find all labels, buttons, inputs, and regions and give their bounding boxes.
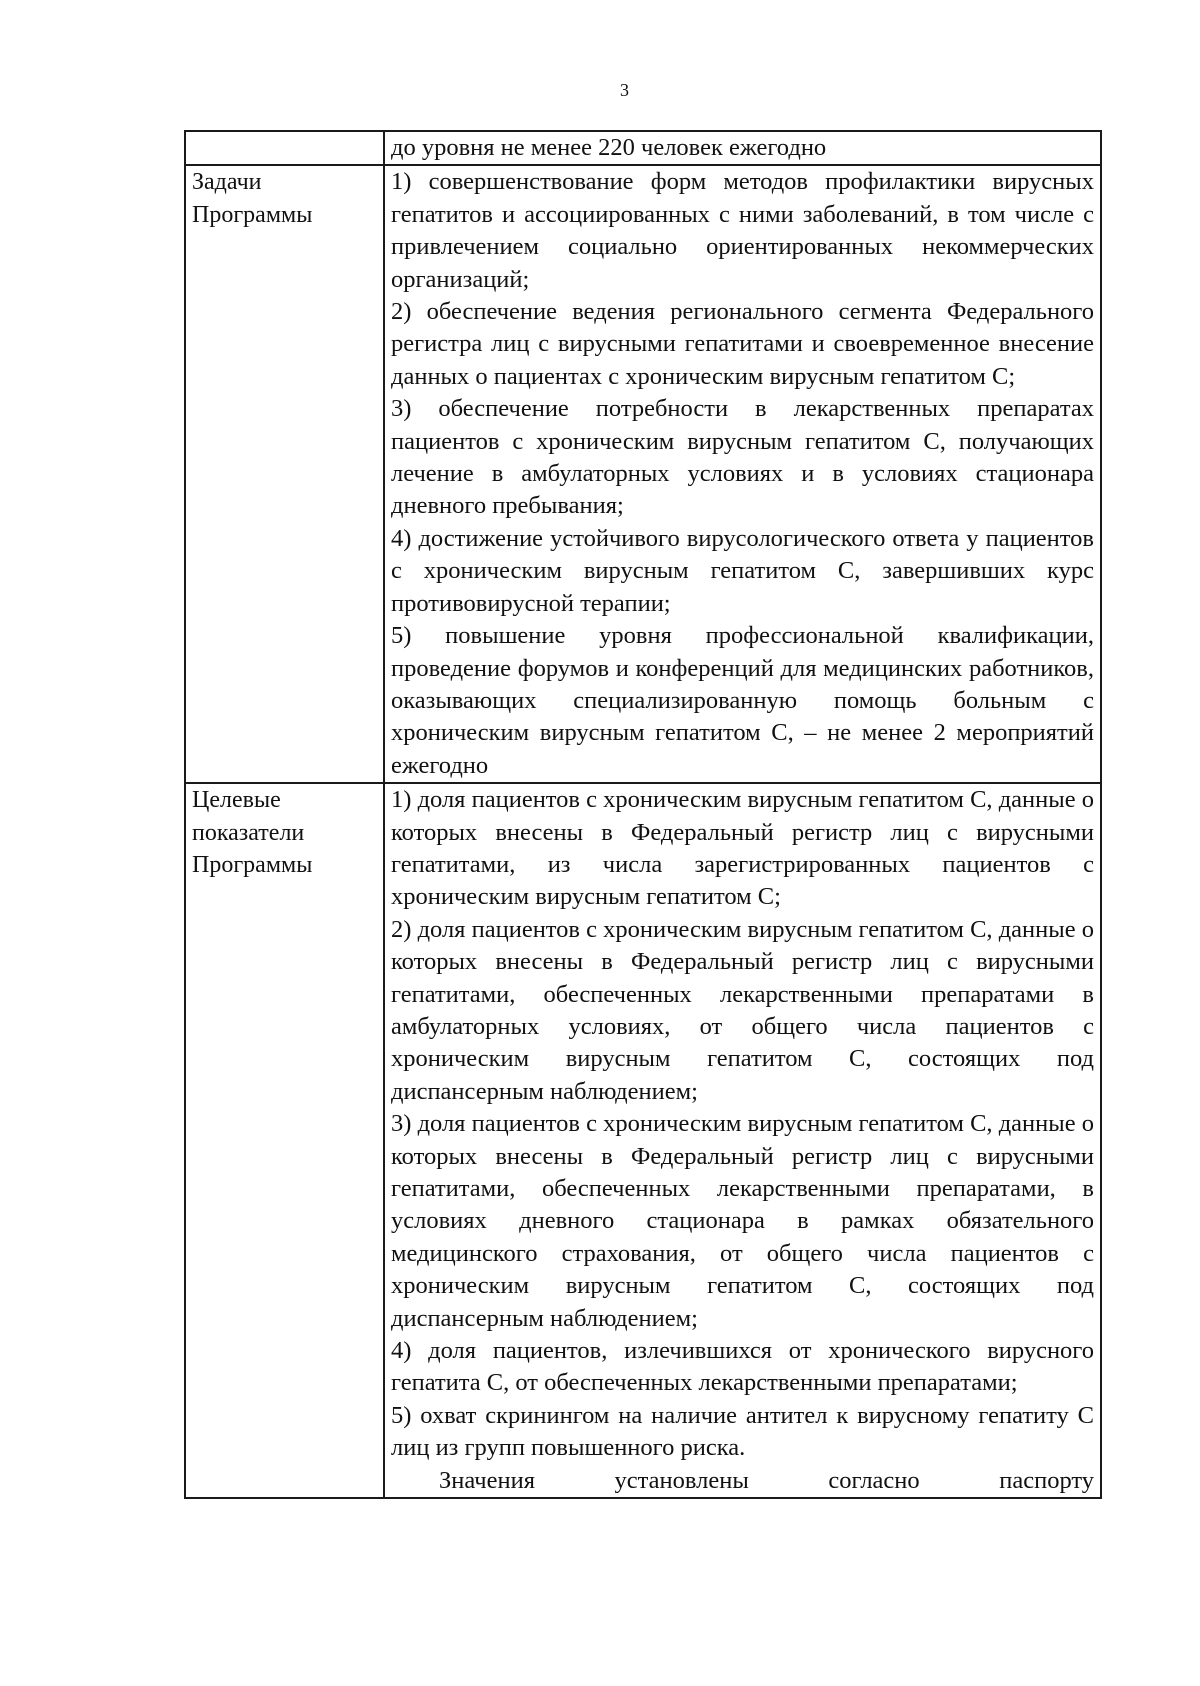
list-item: 4) достижение устойчивого вирусологического ответа у пациентов с хроническим вирусным гепатитом С, завершивших курс противовирусной терапии; [391, 524, 1094, 617]
label-line: показатели [192, 819, 305, 846]
row-label-indicators [185, 783, 384, 1498]
list-item: 1) совершенствование форм методов профилактики вирусных гепатитов и ассоциированных с ними заболеваний, в том числе с привлечением социально ориентированных некоммерческих организаций; [391, 168, 1094, 293]
list-item: до уровня не менее 220 человек ежегодно [391, 134, 827, 161]
page-number: 3 [620, 80, 629, 100]
list-item: 5) охват скринингом на наличие антител к вирусному гепатиту С лиц из групп повышенного риска. [391, 1401, 1094, 1462]
list-item: 3) обеспечение потребности в лекарственных препаратах пациентов с хроническим вирусным гепатитом С, получающих лечение в амбулаторных условиях и в условиях стационара дневного пребывания; [391, 395, 1094, 520]
table-row [185, 131, 1101, 165]
list-item: 3) доля пациентов с хроническим вирусным гепатитом С, данные о которых внесены в Федеральный регистр лиц с вирусными гепатитами, обеспеченных лекарственными препаратами, в условиях дневного стационара в рамках обязательного медицинского страхования, от общего числа пациентов с хроническим вирусным гепатитом С, состоящих под диспансерным наблюдением; [391, 1110, 1094, 1332]
list-item: 4) доля пациентов, излечившихся от хронического вирусного гепатита С, от обеспеченных лекарственными препаратами; [391, 1337, 1094, 1397]
label-line: Программы [192, 201, 313, 228]
list-item: 2) доля пациентов с хроническим вирусным гепатитом С, данные о которых внесены в Федеральный регистр лиц с вирусными гепатитами, обеспеченных лекарственными препаратами в амбулаторных условиях, от общего числа пациентов с хроническим вирусным гепатитом С, состоящих под диспансерным наблюдением; [391, 915, 1094, 1105]
row-content-continuation [384, 131, 1101, 165]
list-item: 2) обеспечение ведения регионального сегмента Федерального регистра лиц с вирусными гепатитами и своевременное внесение данных о пациентах с хроническим вирусным гепатитом С; [391, 298, 1094, 390]
label-line: Задачи [192, 169, 262, 196]
table-row [185, 783, 1101, 1498]
row-content-tasks [384, 165, 1101, 783]
table-row [185, 165, 1101, 783]
list-item: 5) повышение уровня профессиональной квалификации, проведение форумов и конференций для медицинских работников, оказывающих специализированную помощь больным с хроническим вирусным гепатитом С, – не менее 2 мероприятий ежегодно [391, 622, 1094, 779]
label-line: Программы [192, 851, 313, 878]
trailing-paragraph-line: Значения установлены согласно паспорту [439, 1466, 1094, 1494]
program-passport-table [184, 130, 1102, 1499]
row-label-tasks [185, 165, 384, 783]
list-item: 1) доля пациентов с хроническим вирусным гепатитом С, данные о которых внесены в Федеральный регистр лиц с вирусными гепатитами, из числа зарегистрированных пациентов с хроническим вирусным гепатитом С; [391, 786, 1094, 911]
row-label-empty [185, 131, 384, 165]
row-content-indicators [384, 783, 1101, 1498]
label-line: Целевые [192, 787, 281, 814]
